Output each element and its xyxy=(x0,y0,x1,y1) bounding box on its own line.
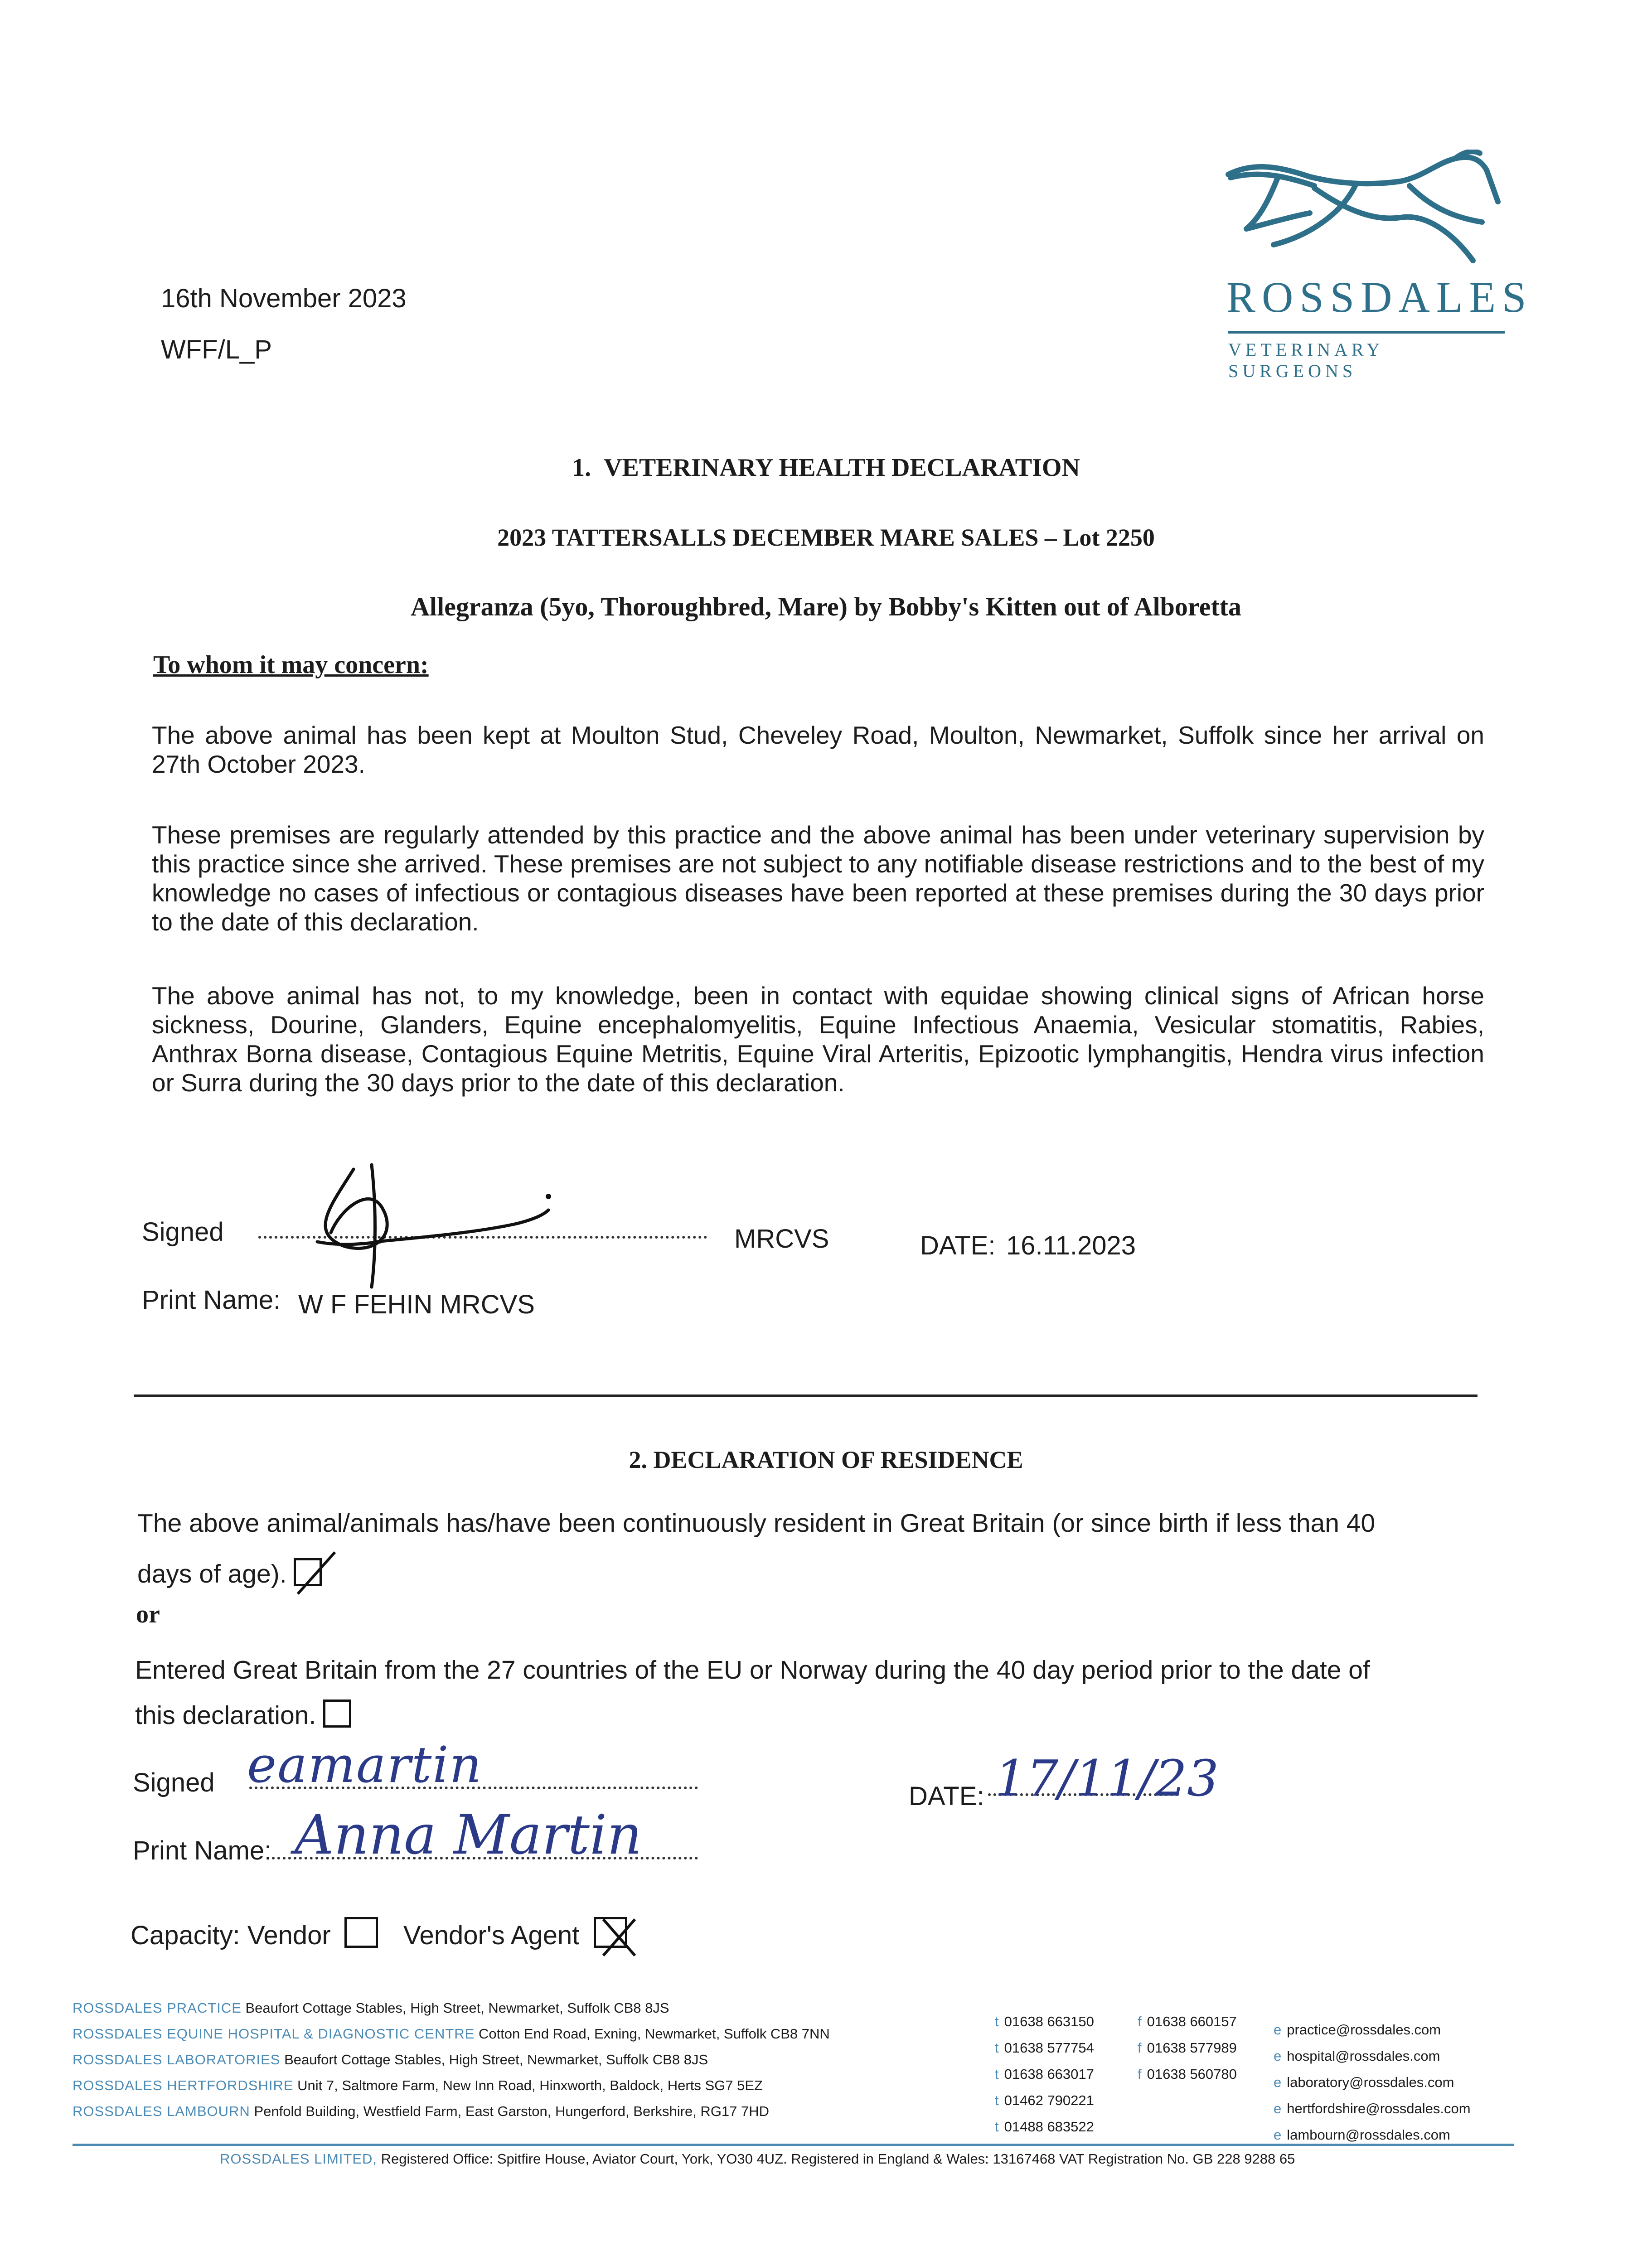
section2-heading: 2. DECLARATION OF RESIDENCE xyxy=(629,1446,1023,1473)
vet-signature-scribble xyxy=(263,1151,580,1296)
agent-print-label: Print Name: xyxy=(133,1836,272,1865)
footer-telephone: t 01462 790221 xyxy=(995,2092,1094,2108)
logo-rule xyxy=(1228,331,1505,334)
footer-address-row: ROSSDALES HERTFORDSHIRE Unit 7, Saltmore Farm, New Inn Road, Hinxworth, Baldock, Herts SG7 5EZ xyxy=(73,2077,763,2093)
vet-date-label: DATE: xyxy=(920,1231,996,1260)
section1-heading: 1. VETERINARY HEALTH DECLARATION xyxy=(572,454,1080,482)
footer-addresses xyxy=(73,1995,830,2124)
footer-email[interactable]: e hertfordshire@rossdales.com xyxy=(1274,2101,1471,2116)
footer-email[interactable]: e hospital@rossdales.com xyxy=(1274,2048,1440,2064)
capacity-agent-checkbox[interactable] xyxy=(594,1917,627,1948)
salutation: To whom it may concern: xyxy=(153,651,429,679)
logo-name: ROSSDALES xyxy=(1226,273,1533,321)
footer-telephone: t 01638 663017 xyxy=(995,2066,1094,2082)
footer-fax: f 01638 660157 xyxy=(1138,2014,1237,2029)
agent-date-value: 17/11/23 xyxy=(995,1749,1219,1807)
vet-date-value: 16.11.2023 xyxy=(1006,1231,1136,1260)
footer-registration: ROSSDALES LIMITED, Registered Office: Spitfire House, Aviator Court, York, YO30 4UZ. Registered in England & Wales: 13167468 VAT Registration No. GB 228 9288 65 xyxy=(220,2151,1295,2167)
footer-email[interactable]: e practice@rossdales.com xyxy=(1274,2022,1441,2038)
agent-signature: eamartin xyxy=(247,1736,483,1794)
logo-tagline: VETERINARY SURGEONS xyxy=(1228,339,1383,381)
or-label: or xyxy=(136,1600,160,1628)
agent-print-value: Anna Martin xyxy=(295,1804,642,1867)
footer-fax: f 01638 560780 xyxy=(1138,2066,1237,2082)
capacity-row: Capacity: Vendor Vendor's Agent xyxy=(131,1917,627,1951)
footer-faxes xyxy=(1138,2009,1237,2087)
footer-telephone: t 01488 683522 xyxy=(995,2119,1094,2135)
footer-address-row: ROSSDALES LABORATORIES Beaufort Cottage Stables, High Street, Newmarket, Suffolk CB8 8JS xyxy=(73,2052,708,2067)
agent-date-label: DATE: xyxy=(909,1782,984,1811)
residence-option-2-checkbox[interactable] xyxy=(323,1700,351,1728)
footer-telephones xyxy=(995,2009,1094,2140)
footer-fax: f 01638 577989 xyxy=(1138,2040,1237,2056)
footer-address-row: ROSSDALES LAMBOURN Penfold Building, Westfield Farm, East Garston, Hungerford, Berkshire, RG17 7HD xyxy=(73,2103,770,2119)
letter-reference: WFF/L_P xyxy=(161,335,272,364)
footer-email[interactable]: e laboratory@rossdales.com xyxy=(1274,2074,1454,2090)
footer-telephone: t 01638 663150 xyxy=(995,2014,1094,2029)
vet-signed-label: Signed xyxy=(142,1217,224,1247)
footer-emails xyxy=(1274,2017,1471,2148)
capacity-agent-label: Vendor's Agent xyxy=(403,1921,580,1950)
footer-address-row: ROSSDALES EQUINE HOSPITAL & DIAGNOSTIC CENTRE Cotton End Road, Exning, Newmarket, Suffolk CB8 7NN xyxy=(73,2026,830,2042)
vet-print-label: Print Name: xyxy=(142,1285,281,1315)
residence-option-2: Entered Great Britain from the 27 countries of the EU or Norway during the 40 day period prior to the date of this declaration. xyxy=(135,1656,1370,1730)
galloping-horse-icon xyxy=(1219,150,1509,286)
footer-email[interactable]: e lambourn@rossdales.com xyxy=(1274,2127,1450,2143)
paragraph-2: These premises are regularly attended by this practice and the above animal has been under veterinary supervision by this practice since she arrived. These premises are not subject to any notifiable disease restrictions and to the best of my knowledge no cases of infectious or contagious diseases have been reported at these premises during the 30 days prior to the date of this declaration. xyxy=(152,821,1484,936)
residence-option-1-checkbox[interactable] xyxy=(294,1558,322,1586)
footer-address-row: ROSSDALES PRACTICE Beaufort Cottage Stables, High Street, Newmarket, Suffolk CB8 8JS xyxy=(73,2000,669,2016)
horse-title: Allegranza (5yo, Thoroughbred, Mare) by Bobby's Kitten out of Alboretta xyxy=(411,592,1241,621)
residence-option-1: The above animal/animals has/have been continuously resident in Great Britain (or since birth if less than 40 days of age). xyxy=(137,1498,1415,1599)
agent-signed-label: Signed xyxy=(133,1768,215,1797)
vet-print-value: W F FEHIN MRCVS xyxy=(298,1290,535,1319)
capacity-vendor-checkbox[interactable] xyxy=(344,1917,378,1948)
vet-signed-suffix: MRCVS xyxy=(734,1224,829,1254)
letter-date: 16th November 2023 xyxy=(161,284,407,313)
paragraph-1: The above animal has been kept at Moulton Stud, Cheveley Road, Moulton, Newmarket, Suffolk since her arrival on 27th October 2023. xyxy=(152,721,1484,778)
paragraph-3: The above animal has not, to my knowledge, been in contact with equidae showing clinical signs of African horse sickness, Dourine, Glanders, Equine encephalomyelitis, Equine Infectious Anaemia, Vesicular stomatitis, Rabies, Anthrax Borna disease, Contagious Equine Metritis, Equine Viral Arteritis, Epizootic lymphangitis, Hendra virus infection or Surra during the 30 days prior to the date of this declaration. xyxy=(152,982,1484,1097)
section-divider xyxy=(134,1394,1478,1397)
sale-title: 2023 TATTERSALLS DECEMBER MARE SALES – Lot 2250 xyxy=(497,524,1155,551)
footer-telephone: t 01638 577754 xyxy=(995,2040,1094,2056)
logo xyxy=(1219,150,1533,381)
